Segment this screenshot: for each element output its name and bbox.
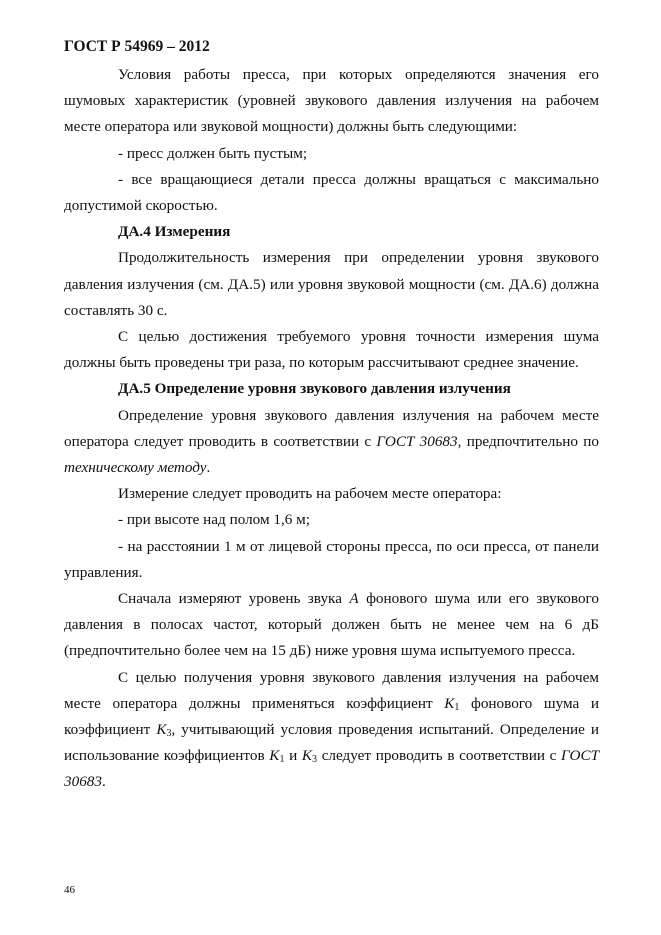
paragraph-determination — [64, 403, 599, 482]
subscript-1: 1 — [454, 701, 460, 713]
text-segment: и — [284, 747, 302, 765]
list-item-rotating-parts: - все вращающиеся детали пресса должны вращаться с максимально допустимой скоростью. — [64, 170, 599, 215]
subscript-3: 3 — [312, 754, 318, 766]
text-segment: , предпочтительно по — [457, 432, 599, 450]
paragraph-measurement-place: Измерение следует проводить на рабочем месте оператора: — [118, 485, 502, 503]
standard-reference: ГОСТ 30683 — [376, 432, 458, 450]
list-item-height: - при высоте над полом 1,6 м; — [118, 511, 311, 529]
text-segment: . — [206, 459, 211, 477]
symbol-k: K — [156, 721, 167, 739]
subscript-3: 3 — [166, 728, 172, 740]
paragraph-duration: Продолжительность измерения при определении уровня звукового давления излучения (см. ДА.5) или уровня звуковой мощности (см. ДА.6) должна составлять 30 с. — [64, 249, 599, 319]
text-segment: . — [101, 773, 106, 791]
subscript-1: 1 — [279, 754, 285, 766]
text-segment: , учитывающий условия проведения испытаний. Определение и использование коэффициентов — [64, 721, 600, 765]
paragraph-accuracy: С целью достижения требуемого уровня точности измерения шума должны быть проведены три раза, по которым рассчитывают среднее значение. — [64, 328, 599, 372]
paragraph-press-conditions: Условия работы пресса, при которых определяются значения его шумовых характеристик (уровней звукового давления излучения на рабочем месте оператора или звуковой мощности) должны быть следующими: — [64, 66, 599, 136]
text-segment: фонового шума или его звукового давления в полосах частот, который должен быть не менее чем на 6 дБ (предпочтительно более чем на 15 дБ) ниже уровня шума испытуемого пресса. — [64, 590, 599, 660]
standard-reference: ГОСТ 30683 — [64, 747, 600, 791]
page-number: 46 — [64, 884, 75, 896]
text-segment: С целью получения уровня звукового давления излучения на рабочем месте оператора должны применяться коэффициент — [64, 668, 599, 712]
symbol-a: А — [349, 590, 359, 608]
section-heading-da5: ДА.5 Определение уровня звукового давления излучения — [118, 380, 511, 398]
paragraph-coefficients — [64, 665, 599, 796]
list-item-empty-press: - пресс должен быть пустым; — [118, 144, 308, 162]
text-segment: следует проводить в соответствии с — [317, 747, 562, 765]
symbol-k: K — [301, 747, 313, 765]
symbol-k: K — [444, 694, 455, 712]
text-segment: фонового шума и коэффициент — [64, 694, 599, 739]
text-segment: Сначала измеряют уровень звука — [118, 590, 350, 608]
method-reference: техническому методу — [64, 459, 207, 477]
document-body — [64, 62, 599, 796]
symbol-k: K — [269, 747, 280, 765]
section-heading-da4: ДА.4 Измерения — [118, 223, 231, 241]
paragraph-background-noise — [64, 586, 599, 665]
text-segment: Определение уровня звукового давления излучения на рабочем месте оператора следует проводить в соответствии с — [64, 406, 599, 450]
document-header: ГОСТ Р 54969 – 2012 — [64, 38, 210, 55]
list-item-distance: - на расстоянии 1 м от лицевой стороны пресса, по оси пресса, от панели управления. — [64, 537, 599, 581]
